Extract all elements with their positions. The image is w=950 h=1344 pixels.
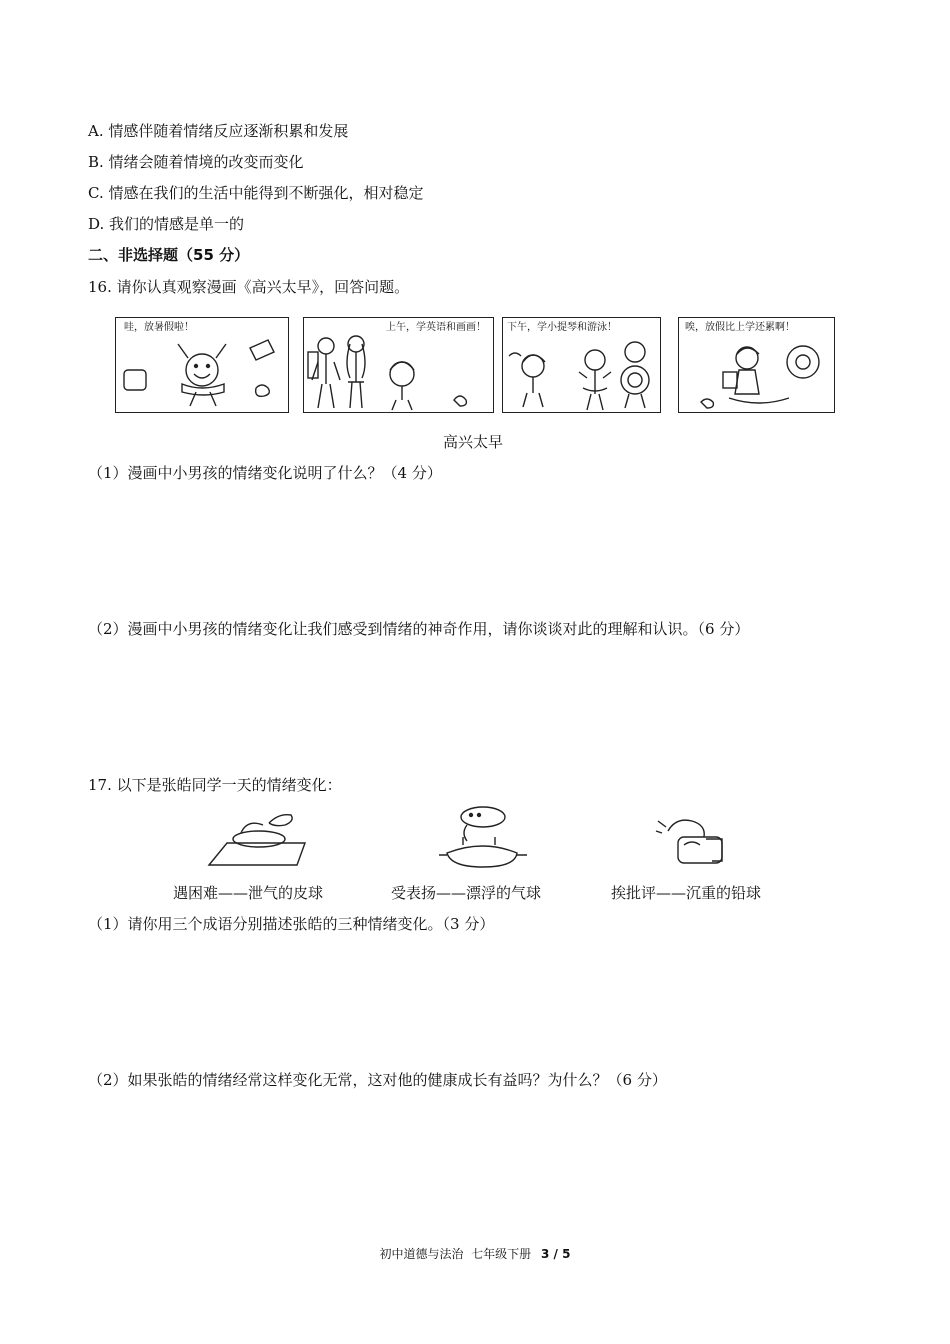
section-title: 二、非选择题（55 分） bbox=[88, 246, 250, 264]
comic-panel-1 bbox=[115, 317, 289, 413]
emotion-label-praise: 受表扬——漂浮的气球 bbox=[391, 884, 542, 902]
option-c: C. 情感在我们的生活中能得到不断强化，相对稳定 bbox=[88, 184, 424, 202]
q16-stem: 16. 请你认真观察漫画《高兴太早》，回答问题。 bbox=[88, 278, 410, 296]
floating-balloon-illustration bbox=[433, 805, 543, 875]
option-b: B. 情绪会随着情境的改变而变化 bbox=[88, 153, 304, 171]
panel-1-bubble: 哇，放暑假啦！ bbox=[124, 322, 194, 333]
panel-2-bubble: 上午，学英语和画画！ bbox=[386, 322, 486, 333]
q16-sub1: （1）漫画中小男孩的情绪变化说明了什么？（4 分） bbox=[88, 464, 442, 482]
footer-title: 初中道德与法治 七年级下册 bbox=[379, 1247, 532, 1261]
comic-caption: 高兴太早 bbox=[443, 433, 504, 451]
comic-panel-4 bbox=[678, 317, 835, 413]
page-number: 3 / 5 bbox=[541, 1247, 571, 1261]
option-d: D. 我们的情感是单一的 bbox=[88, 215, 245, 233]
panel-3-bubble: 下午，学小提琴和游泳！ bbox=[507, 322, 617, 333]
page-footer bbox=[0, 1246, 950, 1262]
q17-sub1: （1）请你用三个成语分别描述张皓的三种情绪变化。（3 分） bbox=[88, 915, 495, 933]
option-a: A. 情感伴随着情绪反应逐渐积累和发展 bbox=[88, 122, 349, 140]
heavy-shotput-illustration bbox=[650, 805, 760, 875]
emotion-label-difficulty: 遇困难——泄气的皮球 bbox=[173, 884, 324, 902]
panel-4-bubble: 唉，放假比上学还累啊！ bbox=[685, 322, 795, 333]
q16-sub2: （2）漫画中小男孩的情绪变化让我们感受到情绪的神奇作用，请你谈谈对此的理解和认识。（6 分） bbox=[88, 620, 750, 638]
comic-panel-3 bbox=[502, 317, 661, 413]
comic-panel-2 bbox=[303, 317, 494, 413]
q17-stem: 17. 以下是张皓同学一天的情绪变化： bbox=[88, 776, 342, 794]
emotion-label-criticism: 挨批评——沉重的铅球 bbox=[611, 884, 762, 902]
deflated-ball-illustration bbox=[205, 805, 315, 875]
q17-sub2: （2）如果张皓的情绪经常这样变化无常，这对他的健康成长有益吗？为什么？（6 分） bbox=[88, 1071, 667, 1089]
